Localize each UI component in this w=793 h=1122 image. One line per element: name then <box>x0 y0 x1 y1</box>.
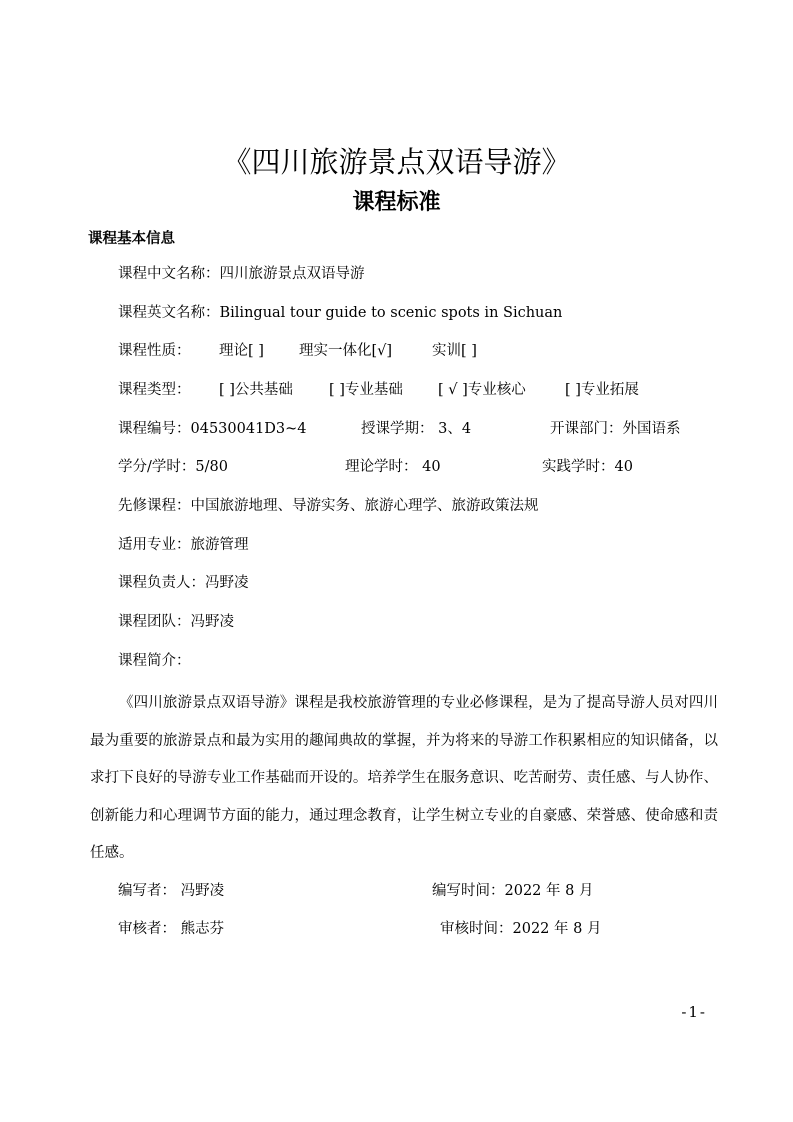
page-number: -1- <box>681 1003 707 1021</box>
course-leader: 课程负责人：冯野凌 <box>118 575 249 591</box>
nature-practice-option: 实训[ ] <box>432 343 477 359</box>
type-core-option: [ √ ]专业核心 <box>438 382 526 398</box>
course-intro-text: 《四川旅游景点双语导游》课程是我校旅游管理的专业必修课程，是为了提高导游人员对四川最为重要的旅游景点和最为实用的趣闻典故的掌握，并为将来的导游工作积累相应的知识储备，以求打下良好的导游专业工作基础而开设的。培养学生在服务意识、吃苦耐劳、责任感、与人协作、创新能力和心理调节方面的能力，通过理念教育，让学生树立专业的自豪感、荣誉感、使命感和责任感。 <box>90 695 718 861</box>
course-semester: 授课学期： 3、4 <box>361 421 472 437</box>
course-department: 开课部门：外国语系 <box>550 421 681 437</box>
nature-integrated-option: 理实一体化[√] <box>299 343 393 359</box>
course-nature-label: 课程性质： <box>118 343 191 359</box>
course-credits: 学分/学时：5/80 <box>118 459 228 475</box>
course-practice-hours: 实践学时：40 <box>542 459 633 475</box>
course-reviewer: 审核者： 熊志芬 <box>118 921 225 937</box>
course-writer: 编写者： 冯野凌 <box>118 883 225 899</box>
course-english-name: 课程英文名称：Bilingual tour guide to scenic spots in Sichuan <box>118 305 563 321</box>
document-subtitle: 课程标准 <box>352 190 441 215</box>
course-team: 课程团队：冯野凌 <box>118 614 234 630</box>
course-prerequisites: 先修课程：中国旅游地理、导游实务、旅游心理学、旅游政策法规 <box>118 498 539 514</box>
course-review-time: 审核时间：2022 年 8 月 <box>440 921 602 937</box>
type-public-option: [ ]公共基础 <box>219 382 293 398</box>
type-foundation-option: [ ]专业基础 <box>329 382 403 398</box>
type-extension-option: [ ]专业拓展 <box>565 382 639 398</box>
course-chinese-name: 课程中文名称：四川旅游景点双语导游 <box>118 266 365 282</box>
course-code: 课程编号：04530041D3~4 <box>118 421 307 437</box>
course-major: 适用专业：旅游管理 <box>118 537 249 553</box>
course-intro-label: 课程简介： <box>118 653 191 669</box>
document-title: 《四川旅游景点双语导游》 <box>222 145 571 179</box>
nature-theory-option: 理论[ ] <box>219 343 264 359</box>
course-theory-hours: 理论学时： 40 <box>345 459 441 475</box>
course-type-label: 课程类型： <box>118 382 191 398</box>
course-write-time: 编写时间：2022 年 8 月 <box>432 883 594 899</box>
section-heading: 课程基本信息 <box>88 231 175 247</box>
